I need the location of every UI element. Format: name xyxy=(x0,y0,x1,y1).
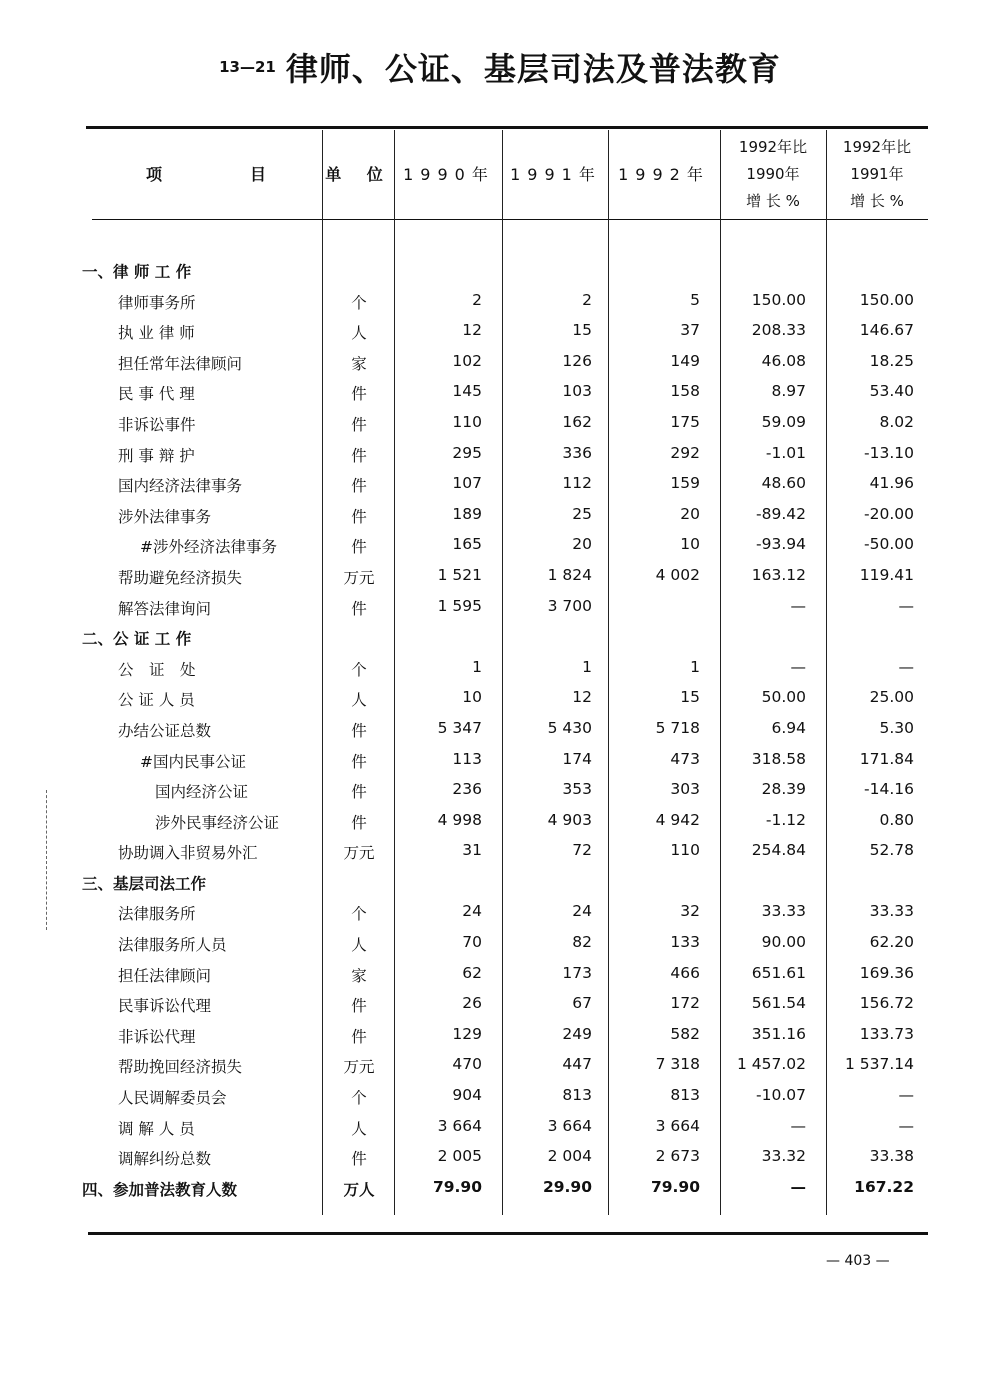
row-label: 公 证 人 员 xyxy=(118,691,195,710)
value-1992: 37 xyxy=(680,321,700,340)
growth-vs-1990: 59.09 xyxy=(761,412,806,431)
value-1990: 470 xyxy=(452,1055,482,1074)
section-row xyxy=(0,867,1000,898)
growth-vs-1990: 50.00 xyxy=(761,688,806,707)
growth-vs-1991: 5.30 xyxy=(879,718,914,737)
row-label: #国内民事公证 xyxy=(140,752,246,771)
value-1990: 1 xyxy=(472,657,482,676)
row-label: 担任法律顾问 xyxy=(118,966,212,985)
table-row xyxy=(0,1081,1000,1112)
table-row xyxy=(0,714,1000,745)
value-1992: 5 xyxy=(690,290,700,309)
value-1991: 2 004 xyxy=(547,1147,592,1166)
table-row xyxy=(0,439,1000,470)
growth-vs-1991: 18.25 xyxy=(869,351,914,370)
value-1991: 3 664 xyxy=(547,1116,592,1135)
table-body xyxy=(0,255,1000,1203)
value-1992: 292 xyxy=(670,443,700,462)
value-1991: 3 700 xyxy=(547,596,592,615)
growth-vs-1990: -89.42 xyxy=(756,504,806,523)
value-1991: 67 xyxy=(572,994,592,1013)
row-unit: 个 xyxy=(351,660,367,679)
section-row xyxy=(0,255,1000,286)
growth-vs-1991: 0.80 xyxy=(879,810,914,829)
growth-vs-1991: 169.36 xyxy=(859,963,914,982)
row-unit: 万人 xyxy=(343,1180,375,1199)
value-1990: 3 664 xyxy=(437,1116,482,1135)
growth-vs-1991: 33.33 xyxy=(869,902,914,921)
value-1992: 10 xyxy=(680,535,700,554)
header-growth-vs-1991: 1992年比 1991年 增 长 % xyxy=(842,137,912,210)
growth-vs-1991: 119.41 xyxy=(859,565,914,584)
value-1990: 24 xyxy=(462,902,482,921)
growth-vs-1990: 28.39 xyxy=(761,780,806,799)
value-1990: 2 xyxy=(472,290,482,309)
table-row xyxy=(0,775,1000,806)
table-row xyxy=(0,316,1000,347)
row-label: 帮助挽回经济损失 xyxy=(118,1058,243,1077)
growth-vs-1990: 351.16 xyxy=(751,1024,806,1043)
header-1991: 1991年 xyxy=(510,164,602,184)
value-1991: 126 xyxy=(562,351,592,370)
table-row xyxy=(0,377,1000,408)
table-row xyxy=(0,959,1000,990)
row-unit: 件 xyxy=(351,1027,367,1046)
header-item xyxy=(92,132,320,216)
value-1991: 12 xyxy=(572,688,592,707)
margin-mark xyxy=(46,790,47,930)
value-1990: 4 998 xyxy=(437,810,482,829)
row-unit: 件 xyxy=(351,599,367,618)
row-label: 四、参加普法教育人数 xyxy=(82,1180,238,1199)
value-1992: 79.90 xyxy=(650,1177,700,1196)
growth-vs-1991: -13.10 xyxy=(864,443,914,462)
value-1990: 113 xyxy=(452,749,482,768)
growth-vs-1991: 41.96 xyxy=(869,474,914,493)
row-label: 非诉讼代理 xyxy=(118,1027,196,1046)
value-1991: 1 824 xyxy=(547,565,592,584)
page-title xyxy=(0,44,1000,90)
value-1991: 112 xyxy=(562,474,592,493)
value-1990: 70 xyxy=(462,933,482,952)
row-label: 涉外民事经济公证 xyxy=(155,813,280,832)
value-1992: 2 673 xyxy=(655,1147,700,1166)
growth-vs-1991: 146.67 xyxy=(859,321,914,340)
value-1991: 72 xyxy=(572,841,592,860)
value-1990: 107 xyxy=(452,474,482,493)
value-1990: 110 xyxy=(452,412,482,431)
row-label: 法律服务所人员 xyxy=(118,936,227,955)
value-1992: 582 xyxy=(670,1024,700,1043)
growth-vs-1991: 52.78 xyxy=(869,841,914,860)
value-1991: 249 xyxy=(562,1024,592,1043)
value-1991: 447 xyxy=(562,1055,592,1074)
value-1992: 4 002 xyxy=(655,565,700,584)
value-1990: 31 xyxy=(462,841,482,860)
row-label: 一、律 师 工 作 xyxy=(82,263,192,281)
growth-vs-1990: 48.60 xyxy=(761,474,806,493)
table-row xyxy=(0,1050,1000,1081)
value-1991: 103 xyxy=(562,382,592,401)
value-1990: 1 595 xyxy=(437,596,482,615)
row-label: 调解纠纷总数 xyxy=(118,1150,212,1169)
table-row xyxy=(0,989,1000,1020)
table-row xyxy=(0,530,1000,561)
row-label: 法律服务所 xyxy=(118,905,196,924)
value-1992: 172 xyxy=(670,994,700,1013)
row-unit: 人 xyxy=(351,1119,367,1138)
growth-vs-1990: 6.94 xyxy=(771,718,806,737)
table-row xyxy=(0,347,1000,378)
value-1990: 79.90 xyxy=(432,1177,482,1196)
growth-vs-1991: — xyxy=(898,596,914,615)
table-row xyxy=(0,653,1000,684)
row-label: 帮助避免经济损失 xyxy=(118,568,243,587)
growth-vs-1991: -14.16 xyxy=(864,780,914,799)
value-1991: 15 xyxy=(572,321,592,340)
value-1992: 1 xyxy=(690,657,700,676)
growth-vs-1991: — xyxy=(898,1086,914,1105)
row-unit: 件 xyxy=(351,477,367,496)
header-1992: 1992年 xyxy=(618,164,710,184)
value-1991: 20 xyxy=(572,535,592,554)
row-unit: 人 xyxy=(351,936,367,955)
value-1992: 149 xyxy=(670,351,700,370)
bottom-rule xyxy=(88,1232,928,1235)
growth-vs-1991: 167.22 xyxy=(854,1177,914,1196)
table-row xyxy=(0,561,1000,592)
row-label: 公 证 处 xyxy=(118,660,196,679)
row-unit: 件 xyxy=(351,385,367,404)
growth-vs-1990: 651.61 xyxy=(751,963,806,982)
value-1990: 236 xyxy=(452,780,482,799)
value-1991: 353 xyxy=(562,780,592,799)
row-unit: 万元 xyxy=(343,844,375,863)
value-1990: 10 xyxy=(462,688,482,707)
table-row xyxy=(0,836,1000,867)
value-1990: 12 xyxy=(462,321,482,340)
value-1990: 102 xyxy=(452,351,482,370)
value-1991: 82 xyxy=(572,933,592,952)
growth-vs-1990: 150.00 xyxy=(751,290,806,309)
value-1992: 7 318 xyxy=(655,1055,700,1074)
header-1990: 1990年 xyxy=(403,164,495,184)
growth-vs-1991: 156.72 xyxy=(859,994,914,1013)
table-row xyxy=(0,286,1000,317)
growth-vs-1990: 561.54 xyxy=(751,994,806,1013)
header-growth-vs-1990: 1992年比 1990年 增 长 % xyxy=(738,137,808,210)
table-row xyxy=(0,500,1000,531)
table-row xyxy=(0,469,1000,500)
growth-vs-1991: 53.40 xyxy=(869,382,914,401)
header-rule xyxy=(92,219,928,220)
growth-vs-1991: 8.02 xyxy=(879,412,914,431)
value-1990: 26 xyxy=(462,994,482,1013)
table-row xyxy=(0,928,1000,959)
growth-vs-1991: -50.00 xyxy=(864,535,914,554)
page-number: — 403 — xyxy=(826,1253,890,1269)
growth-vs-1990: 46.08 xyxy=(761,351,806,370)
row-unit: 个 xyxy=(351,293,367,312)
row-unit: 件 xyxy=(351,1150,367,1169)
growth-vs-1990: — xyxy=(790,596,806,615)
row-label: 执 业 律 师 xyxy=(118,324,195,343)
row-label: 调 解 人 员 xyxy=(118,1119,195,1138)
row-label: 国内经济公证 xyxy=(155,783,249,802)
value-1991: 174 xyxy=(562,749,592,768)
growth-vs-1990: -1.12 xyxy=(765,810,806,829)
value-1992: 15 xyxy=(680,688,700,707)
row-label: 三、基层司法工作 xyxy=(82,874,207,893)
value-1992: 175 xyxy=(670,412,700,431)
value-1991: 25 xyxy=(572,504,592,523)
row-unit: 人 xyxy=(351,691,367,710)
header-item-right: 目 xyxy=(249,164,266,184)
row-label: 民 事 代 理 xyxy=(118,385,195,404)
row-unit: 件 xyxy=(351,997,367,1016)
table-row xyxy=(0,592,1000,623)
row-unit: 家 xyxy=(351,354,367,373)
growth-vs-1991: 1 537.14 xyxy=(844,1055,914,1074)
row-label: 非诉讼事件 xyxy=(118,415,196,434)
value-1992: 813 xyxy=(670,1086,700,1105)
row-label: #涉外经济法律事务 xyxy=(140,538,277,557)
growth-vs-1991: 25.00 xyxy=(869,688,914,707)
table-row xyxy=(0,1020,1000,1051)
value-1992: 133 xyxy=(670,933,700,952)
growth-vs-1990: -93.94 xyxy=(756,535,806,554)
table-row xyxy=(0,1142,1000,1173)
table-row xyxy=(0,897,1000,928)
value-1990: 62 xyxy=(462,963,482,982)
value-1992: 159 xyxy=(670,474,700,493)
value-1992: 20 xyxy=(680,504,700,523)
row-label: 律师事务所 xyxy=(118,293,196,312)
row-label: 涉外法律事务 xyxy=(118,507,212,526)
row-unit: 件 xyxy=(351,721,367,740)
growth-vs-1990: -1.01 xyxy=(765,443,806,462)
growth-vs-1990: 1 457.02 xyxy=(736,1055,806,1074)
growth-vs-1990: 33.32 xyxy=(761,1147,806,1166)
value-1991: 24 xyxy=(572,902,592,921)
value-1990: 1 521 xyxy=(437,565,482,584)
top-rule xyxy=(86,126,928,129)
row-label: 国内经济法律事务 xyxy=(118,477,243,496)
value-1991: 1 xyxy=(582,657,592,676)
growth-vs-1990: 318.58 xyxy=(751,749,806,768)
row-unit: 件 xyxy=(351,538,367,557)
row-unit: 人 xyxy=(351,324,367,343)
growth-vs-1990: -10.07 xyxy=(756,1086,806,1105)
row-unit: 家 xyxy=(351,966,367,985)
value-1991: 4 903 xyxy=(547,810,592,829)
value-1990: 904 xyxy=(452,1086,482,1105)
value-1992: 466 xyxy=(670,963,700,982)
value-1991: 173 xyxy=(562,963,592,982)
value-1990: 129 xyxy=(452,1024,482,1043)
table-row xyxy=(0,408,1000,439)
growth-vs-1991: 62.20 xyxy=(869,933,914,952)
growth-vs-1990: 33.33 xyxy=(761,902,806,921)
value-1990: 189 xyxy=(452,504,482,523)
growth-vs-1990: 90.00 xyxy=(761,933,806,952)
growth-vs-1991: — xyxy=(898,657,914,676)
row-label: 担任常年法律顾问 xyxy=(118,354,243,373)
growth-vs-1990: 208.33 xyxy=(751,321,806,340)
row-unit: 万元 xyxy=(343,568,375,587)
row-unit: 个 xyxy=(351,905,367,924)
value-1991: 336 xyxy=(562,443,592,462)
value-1992: 473 xyxy=(670,749,700,768)
value-1992: 110 xyxy=(670,841,700,860)
row-unit: 个 xyxy=(351,1089,367,1108)
table-row xyxy=(0,1112,1000,1143)
section-row xyxy=(0,1173,1000,1204)
header-item-left: 项 xyxy=(146,164,163,184)
growth-vs-1991: 171.84 xyxy=(859,749,914,768)
value-1991: 2 xyxy=(582,290,592,309)
row-label: 解答法律询问 xyxy=(118,599,212,618)
row-unit: 件 xyxy=(351,446,367,465)
growth-vs-1991: 33.38 xyxy=(869,1147,914,1166)
growth-vs-1991: 150.00 xyxy=(859,290,914,309)
growth-vs-1990: 8.97 xyxy=(771,382,806,401)
growth-vs-1990: — xyxy=(790,1116,806,1135)
table-row xyxy=(0,806,1000,837)
value-1990: 165 xyxy=(452,535,482,554)
growth-vs-1990: — xyxy=(790,1177,806,1196)
value-1992: 303 xyxy=(670,780,700,799)
growth-vs-1990: — xyxy=(790,657,806,676)
growth-vs-1991: 133.73 xyxy=(859,1024,914,1043)
value-1992: 3 664 xyxy=(655,1116,700,1135)
row-unit: 件 xyxy=(351,813,367,832)
row-label: 办结公证总数 xyxy=(118,721,212,740)
row-unit: 件 xyxy=(351,752,367,771)
header-unit: 单 位 xyxy=(325,164,393,184)
row-unit: 件 xyxy=(351,415,367,434)
value-1991: 162 xyxy=(562,412,592,431)
value-1991: 813 xyxy=(562,1086,592,1105)
growth-vs-1990: 163.12 xyxy=(751,565,806,584)
row-label: 人民调解委员会 xyxy=(118,1089,227,1108)
growth-vs-1990: 254.84 xyxy=(751,841,806,860)
row-unit: 件 xyxy=(351,507,367,526)
row-unit: 件 xyxy=(351,783,367,802)
value-1992: 32 xyxy=(680,902,700,921)
value-1990: 295 xyxy=(452,443,482,462)
table-number: 13—21 xyxy=(219,58,276,76)
value-1991: 29.90 xyxy=(542,1177,592,1196)
table-row xyxy=(0,745,1000,776)
table-title: 律师、公证、基层司法及普法教育 xyxy=(285,50,781,88)
value-1991: 5 430 xyxy=(547,718,592,737)
row-label: 刑 事 辩 护 xyxy=(118,446,195,465)
value-1992: 158 xyxy=(670,382,700,401)
value-1992: 5 718 xyxy=(655,718,700,737)
value-1990: 145 xyxy=(452,382,482,401)
growth-vs-1991: -20.00 xyxy=(864,504,914,523)
row-label: 民事诉讼代理 xyxy=(118,997,212,1016)
section-row xyxy=(0,622,1000,653)
row-label: 二、公 证 工 作 xyxy=(82,630,192,649)
row-unit: 万元 xyxy=(343,1058,375,1077)
value-1992: 4 942 xyxy=(655,810,700,829)
value-1990: 5 347 xyxy=(437,718,482,737)
row-label: 协助调入非贸易外汇 xyxy=(118,844,258,863)
table-row xyxy=(0,683,1000,714)
value-1990: 2 005 xyxy=(437,1147,482,1166)
growth-vs-1991: — xyxy=(898,1116,914,1135)
